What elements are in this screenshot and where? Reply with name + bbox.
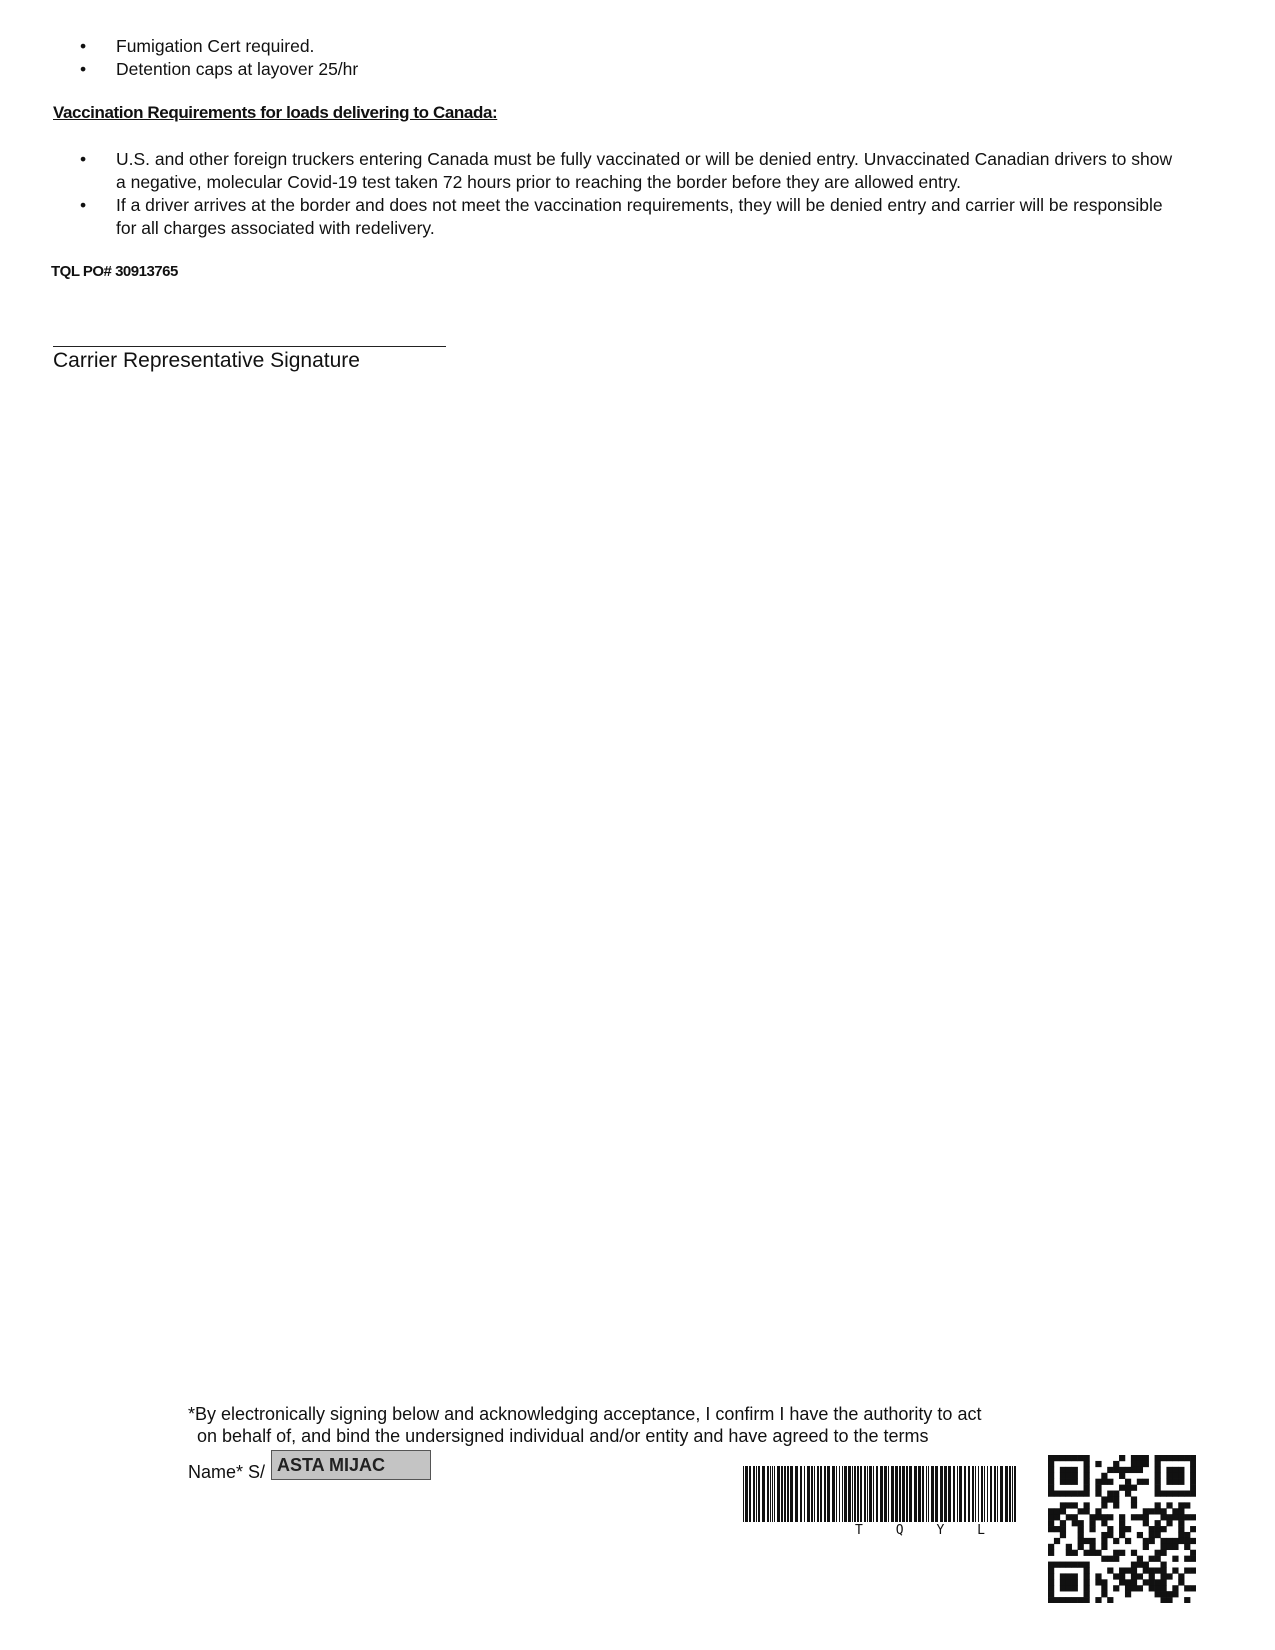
section-heading: Vaccination Requirements for loads delivering to Canada:: [53, 103, 498, 122]
barcode-char: L: [977, 1523, 985, 1538]
po-number: TQL PO# 30913765: [51, 263, 178, 280]
bullet-icon: •: [80, 195, 87, 215]
bullet-text: Detention caps at layover 25/hr: [116, 59, 359, 79]
bullet-text: If a driver arrives at the border and does not meet the vaccination requirements, they will be denied entry and carrier will be responsible for all charges associated with redelivery.: [116, 195, 1163, 238]
bullet-icon: •: [80, 149, 87, 169]
bullet-text: Fumigation Cert required.: [116, 36, 315, 56]
qr-code-icon: [1048, 1455, 1196, 1603]
barcode-icon: [743, 1466, 1019, 1522]
esign-statement-line1: *By electronically signing below and acknowledging acceptance, I confirm I have the authority to act: [188, 1404, 982, 1424]
list-item: [52, 58, 1182, 81]
barcode-char: Y: [936, 1523, 945, 1538]
bullet-icon: •: [80, 36, 87, 56]
name-field[interactable]: ASTA MIJAC: [271, 1450, 431, 1480]
esign-statement-line2: on behalf of, and bind the undersigned individual and/or entity and have agreed to the terms: [197, 1426, 929, 1446]
list-item: [52, 35, 1182, 58]
list-item: [52, 148, 1182, 194]
list-item: [52, 194, 1182, 240]
name-label: Name* S/: [188, 1462, 266, 1482]
bullet-text: U.S. and other foreign truckers entering Canada must be fully vaccinated or will be denied entry. Unvaccinated Canadian drivers to show a negative, molecular Covid-19 test taken 72 hours prior to reaching the border before they are allowed entry.: [116, 149, 1173, 192]
signature-caption: Carrier Representative Signature: [53, 349, 360, 372]
signature-line[interactable]: [53, 346, 446, 347]
bullet-icon: •: [80, 59, 87, 79]
barcode-char: T: [855, 1523, 863, 1538]
vaccination-bullet-list: [52, 148, 1182, 240]
barcode-char: Q: [895, 1523, 904, 1538]
esign-statement: [188, 1403, 1068, 1447]
top-bullet-list: [52, 35, 1182, 81]
barcode-characters: [855, 1523, 985, 1538]
